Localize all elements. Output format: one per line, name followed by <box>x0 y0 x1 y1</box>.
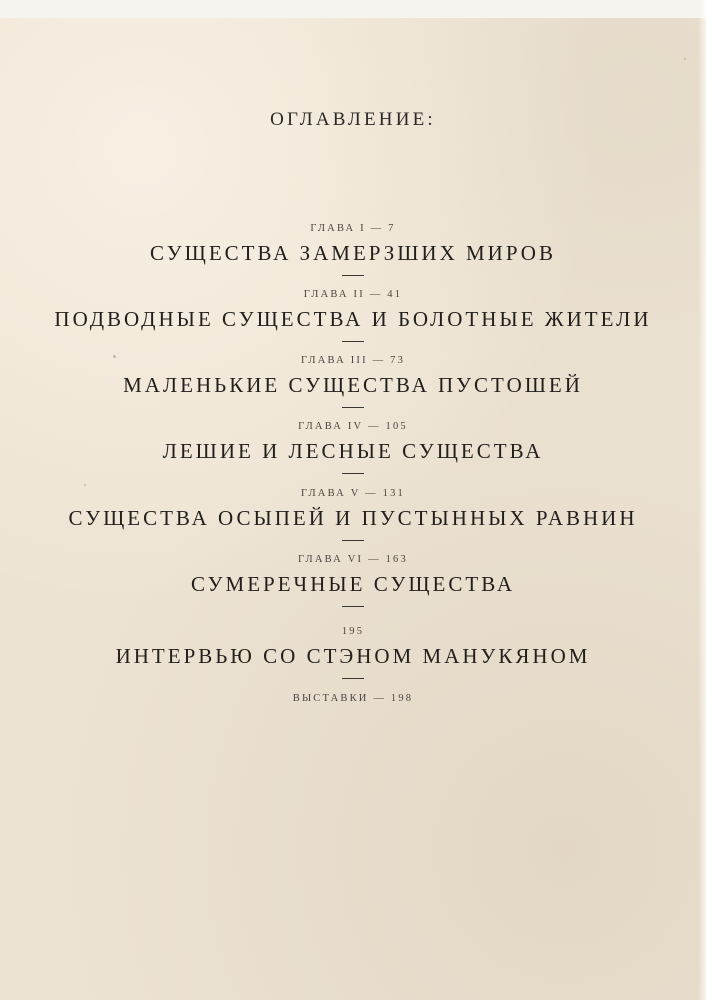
divider-rule <box>342 473 364 474</box>
toc-entry-5[interactable] <box>0 487 706 541</box>
chapter-label: ГЛАВА IV — 105 <box>298 421 408 432</box>
chapter-title: СУМЕРЕЧНЫЕ СУЩЕСТВА <box>190 572 516 596</box>
exhibits-entry[interactable]: ВЫСТАВКИ — 198 <box>292 693 414 704</box>
chapter-label: ГЛАВА I — 7 <box>310 223 396 234</box>
chapter-title: ИНТЕРВЬЮ СО СТЭНОМ МАНУКЯНОМ <box>115 644 591 668</box>
toc-entry-3[interactable] <box>0 354 706 408</box>
chapter-label: 195 <box>341 626 365 637</box>
chapter-label: ГЛАВА VI — 163 <box>298 554 408 565</box>
divider-rule <box>342 606 364 607</box>
paper-speck <box>684 58 686 60</box>
chapter-label: ГЛАВА V — 131 <box>300 488 406 499</box>
toc-entry-6[interactable] <box>0 553 706 607</box>
toc-entry-1[interactable] <box>0 222 706 276</box>
chapter-title: СУЩЕСТВА ОСЫПЕЙ И ПУСТЫННЫХ РАВНИН <box>68 506 638 530</box>
page-top-margin <box>0 0 706 18</box>
chapter-label: ГЛАВА III — 73 <box>300 355 406 366</box>
divider-rule <box>342 341 364 342</box>
toc-entry-2[interactable] <box>0 288 706 342</box>
chapter-title: ЛЕШИЕ И ЛЕСНЫЕ СУЩЕСТВА <box>162 439 544 463</box>
chapter-label: ГЛАВА II — 41 <box>303 289 403 300</box>
chapter-title: ПОДВОДНЫЕ СУЩЕСТВА И БОЛОТНЫЕ ЖИТЕЛИ <box>54 307 652 331</box>
divider-rule <box>342 407 364 408</box>
toc-entry-4[interactable] <box>0 420 706 474</box>
divider-rule <box>342 678 364 679</box>
toc-heading: ОГЛАВЛЕНИЕ: <box>270 109 436 130</box>
toc-entry-7[interactable] <box>0 625 706 679</box>
paper-speck <box>84 484 86 486</box>
divider-rule <box>342 540 364 541</box>
divider-rule <box>342 275 364 276</box>
chapter-title: СУЩЕСТВА ЗАМЕРЗШИХ МИРОВ <box>150 241 556 265</box>
chapter-title: МАЛЕНЬКИЕ СУЩЕСТВА ПУСТОШЕЙ <box>123 373 583 397</box>
